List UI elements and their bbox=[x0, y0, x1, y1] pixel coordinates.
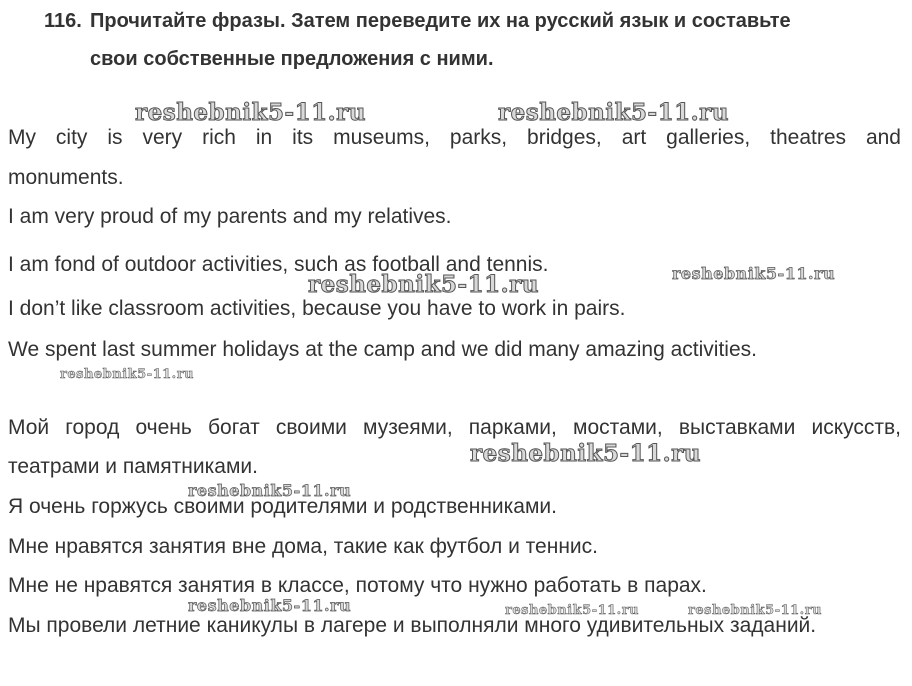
russian-sentence-2: Я очень горжусь своими родителями и родственниками. bbox=[8, 495, 557, 518]
task-instruction-line1: Прочитайте фразы. Затем переведите их на русский язык и составьте bbox=[90, 10, 791, 32]
english-sentence-4: I don’t like classroom activities, because you have to work in pairs. bbox=[8, 297, 626, 320]
watermark: reshebnik5-11.ru bbox=[498, 99, 729, 126]
english-sentence-2: I am very proud of my parents and my relatives. bbox=[8, 205, 452, 228]
english-sentence-1-line2: monuments. bbox=[8, 166, 124, 189]
task-instruction-line2: свои собственные предложения с ними. bbox=[90, 48, 494, 70]
watermark: reshebnik5-11.ru bbox=[470, 440, 701, 467]
russian-sentence-5: Мы провели летние каникулы в лагере и выполняли много удивительных заданий. bbox=[8, 614, 817, 637]
watermark: reshebnik5-11.ru bbox=[308, 271, 539, 298]
russian-sentence-4: Мне не нравятся занятия в классе, потому что нужно работать в парах. bbox=[8, 574, 707, 597]
russian-sentence-3: Мне нравятся занятия вне дома, такие как футбол и теннис. bbox=[8, 535, 598, 558]
watermark: reshebnik5-11.ru bbox=[188, 481, 352, 500]
watermark: reshebnik5-11.ru bbox=[688, 603, 823, 618]
russian-sentence-1-line1: Мой город очень богат своими музеями, парками, мостами, выставками искусств, bbox=[8, 416, 901, 439]
watermark: reshebnik5-11.ru bbox=[505, 603, 640, 618]
english-sentence-3: I am fond of outdoor activities, such as football and tennis. bbox=[8, 253, 549, 276]
task-number: 116. bbox=[44, 10, 82, 32]
watermark: reshebnik5-11.ru bbox=[188, 596, 352, 615]
english-sentence-5: We spent last summer holidays at the camp and we did many amazing activities. bbox=[8, 338, 757, 361]
russian-sentence-1-line2: театрами и памятниками. bbox=[8, 455, 258, 478]
watermark: reshebnik5-11.ru bbox=[672, 264, 836, 283]
watermark: reshebnik5-11.ru bbox=[60, 367, 195, 382]
english-sentence-1-line1: My city is very rich in its museums, parks, bridges, art galleries, theatres and bbox=[8, 126, 901, 149]
watermark: reshebnik5-11.ru bbox=[135, 99, 366, 126]
